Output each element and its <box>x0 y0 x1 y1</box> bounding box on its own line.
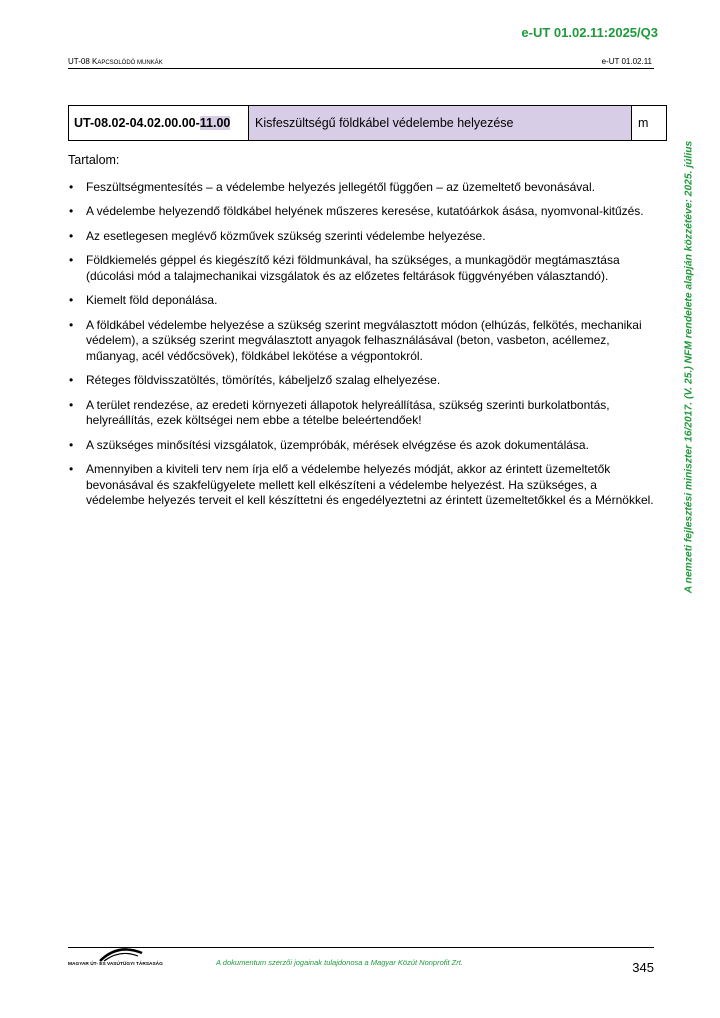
society-logo <box>68 945 168 971</box>
header-divider <box>68 68 654 69</box>
bullet-icon: • <box>69 179 74 194</box>
list-item-text: Feszültségmentesítés – a védelembe helyezés jellegétől függően – az üzemeltető bevonásával. <box>86 179 595 194</box>
list-item <box>68 180 658 196</box>
item-table <box>68 105 667 141</box>
page-number: 345 <box>632 960 654 975</box>
list-item-text: A védelembe helyezendő földkábel helyének műszeres keresése, kutatóárkok ásása, nyomvonal-kitűzés. <box>86 204 644 218</box>
bullet-icon: • <box>69 462 74 476</box>
road-arc-icon <box>98 945 144 963</box>
list-item <box>68 398 658 429</box>
item-title: Kisfeszültségű földkábel védelembe helyezése <box>249 106 632 141</box>
list-item <box>68 253 658 284</box>
content-body <box>68 153 658 518</box>
list-item-text: A földkábel védelembe helyezése a szükség szerint megválasztott módon (elhúzás, felkötés, mechanikai védelem), a szükség szerint megválasztott anyagok felhasználásával (beton, vasbeton, acéllemez, műanyag, acél védőcsövek), földkábel lekötése a végpontokról. <box>86 317 642 363</box>
list-item <box>68 438 658 454</box>
list-item-text: Az esetlegesen meglévő közművek szükség szerinti védelembe helyezése. <box>86 228 486 243</box>
list-item <box>68 462 658 509</box>
list-item-text: Kiemelt föld deponálása. <box>86 293 218 307</box>
item-row <box>69 106 667 141</box>
bullet-icon: • <box>69 253 74 267</box>
list-item-text: A terület rendezése, az eredeti környezeti állapotok helyreállítása, szükség szerinti burkolatbontás, helyreállítás, ezek költségei nem ebbe a tételbe beleértendőek! <box>86 397 610 427</box>
item-code <box>69 106 249 141</box>
list-item <box>68 373 658 389</box>
bullet-icon: • <box>69 204 74 218</box>
list-item <box>68 293 658 309</box>
list-item-text: A szükséges minősítési vizsgálatok, üzempróbák, mérések elvégzése és azok dokumentálása. <box>86 437 589 452</box>
bullet-icon: • <box>69 397 74 412</box>
bullet-icon: • <box>69 373 74 387</box>
list-item-text: Réteges földvisszatöltés, tömörítés, kábeljelző szalag elhelyezése. <box>86 373 441 387</box>
bullet-icon: • <box>69 437 74 452</box>
content-bullet-list <box>68 180 658 509</box>
item-unit: m <box>632 106 667 141</box>
section-header-left <box>68 57 163 66</box>
list-item <box>68 204 658 220</box>
item-code-main: UT-08.02-04.02.00.00- <box>74 116 200 130</box>
list-item <box>68 318 658 365</box>
content-lead: Tartalom: <box>68 153 120 167</box>
publication-sidebar <box>682 102 696 632</box>
publication-note: A nemzeti fejlesztési miniszter 16/2017. (V. 25.) NFM rendelete alapján közzétéve: 2025. július <box>683 140 695 594</box>
document-code: e-UT 01.02.11:2025/Q3 <box>521 25 658 40</box>
section-code: UT-08 K <box>68 57 98 66</box>
logo-text: MAGYAR ÚT- ÉS VASÚTÜGYI TÁRSASÁG <box>68 962 163 967</box>
list-item-text: Földkiemelés géppel és kiegészítő kézi földmunkával, ha szükséges, a munkagödör megtámasztása (dúcolási mód a talajmechanikai vizsgálatok és az előzetes feltárások függvényében választandó). <box>86 253 620 283</box>
copyright-note: A dokumentum szerzői jogainak tulajdonosa a Magyar Közút Nonprofit Zrt. <box>216 958 463 967</box>
list-item-text: Amennyiben a kiviteli terv nem írja elő a védelembe helyezés módját, akkor az érintett üzemeltetők bevonásával és szakfelügyelete mellett kell elkészíteni a védelembe helyezést. Ha szükséges, a védelembe helyezés terveit el kell készíttetni és engedélyeztetni az érintett üzemeltetőkkel és a Mérnökkel. <box>86 462 654 507</box>
bullet-icon: • <box>69 293 74 307</box>
bullet-icon: • <box>69 317 74 332</box>
list-item <box>68 229 658 245</box>
item-code-highlight: 11.00 <box>199 116 231 130</box>
section-header-right: e-UT 01.02.11 <box>601 57 652 66</box>
bullet-icon: • <box>69 228 74 243</box>
section-title-smallcaps: APCSOLÓDÓ MUNKÁK <box>97 60 163 66</box>
